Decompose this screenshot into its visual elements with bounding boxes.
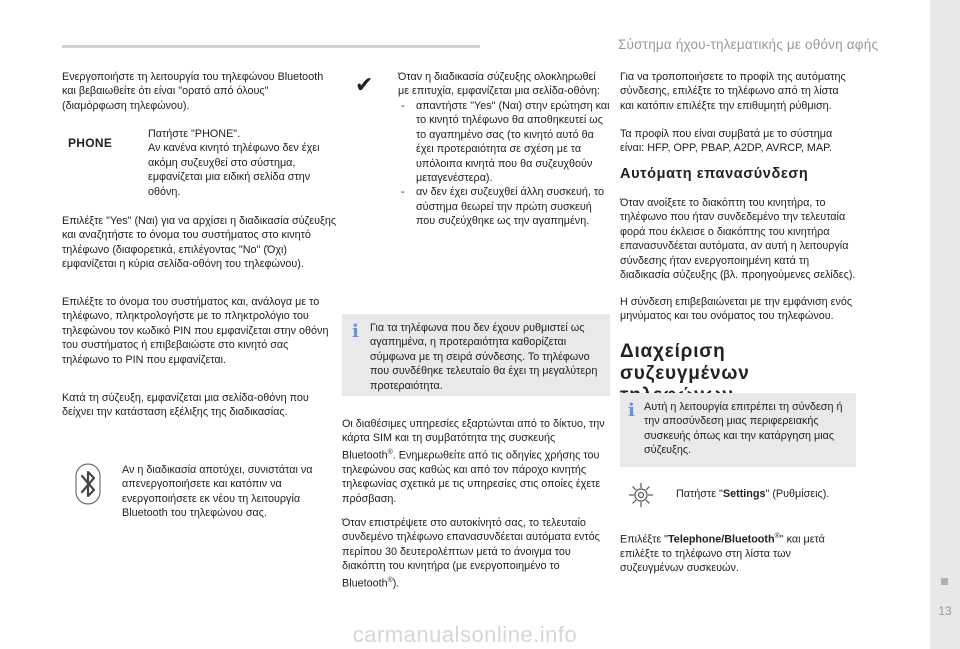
watermark: carmanualsonline.info [352, 621, 578, 647]
settings-pre: Πατήστε " [676, 488, 723, 500]
chapter-marker [941, 578, 948, 585]
col1-progress-note: Κατά τη σύζευξη, εμφανίζεται μια σελίδα-οθόνη που δείχνει την κατάσταση εξέλιξης της διαδικασίας. [62, 392, 309, 419]
col2-info-text: Για τα τηλέφωνα που δεν έχουν ρυθμιστεί ως αγαπημένα, η προτεραιότητα καθορίζεται σύμφωνα με τη σειρά σύνδεσης. Το τηλέφωνο που συνδέθηκε τελευταίο θα έχει τη μεγαλύτερη προτεραιότητα. [370, 322, 598, 392]
phone-button-label: PHONE [68, 136, 113, 150]
col2-services-note [342, 417, 612, 506]
col2-reconnect-note [342, 516, 612, 591]
col3-info-text: Αυτή η λειτουργία επιτρέπει τη σύνδεση ή την αποσύνδεση μιας περιφερειακής συσκευής όπως και την κατάργηση μιας σύζευξης. [644, 401, 843, 457]
list-item: - απαντήστε "Yes" (Ναι) στην ερώτηση και το κινητό τηλέφωνο θα αποθηκευτεί ως το αγαπημένο σας (το κινητό αυτό θα έχει προτεραιότητα σε σχέση με τα υπόλοιπα κινητά που θα συζευχθούν μεταγενέστερα). [398, 99, 610, 185]
col1-pin-instructions: Επιλέξτε το όνομα του συστήματος και, ανάλογα με το τηλέφωνο, πληκτρολογήστε με το πληκτρολόγιο του τηλεφώνου τον κωδικό PIN που εμφανίζεται στην οθόνη του συστήματος ή επιβεβαιώστε στο κινητό σας τηλέφωνο το PIN που εμφανίζεται. [62, 296, 329, 366]
col1-phone-note: Αν κανένα κινητό τηλέφωνο δεν έχει ακόμη συζευχθεί στο σύστημα, εμφανίζεται μια ειδική σελίδα στην οθόνη. [148, 142, 320, 198]
heading-manage-paired: Διαχείριση συζευγμένων [620, 341, 750, 384]
select-post: " και μετά επιλέξτε το τηλέφωνο στη λίστα των συζευγμένων συσκευών. [620, 533, 825, 575]
col3-auto-reconnect-text: Όταν ανοίξετε το διακόπτη του κινητήρα, το τηλέφωνο που ήταν συνδεδεμένο την τελευταία φορά που έκλεισε ο διακόπτης του κινητήρα επανασυνδέεται αυτόματα, αν αυτή η λειτουργία σύνδεσης ήταν ενεργοποιημένη κατά τη διαδικασία σύζευξης (βλ. προηγούμενες σελίδες). [620, 197, 856, 282]
info-icon: i [628, 400, 635, 421]
section-title: Σύστημα ήχου-τηλεματικής με οθόνη αφής [618, 37, 879, 52]
col3-info-box [620, 393, 856, 467]
col3-confirmation-text: Η σύνδεση επιβεβαιώνεται με την εμφάνιση ενός μηνύματος και του ονόματος του τηλεφώνου. [620, 296, 853, 323]
col3-select-phone [620, 530, 856, 576]
page-side-strip [930, 0, 960, 649]
col1-intro: Ενεργοποιήστε τη λειτουργία του τηλεφώνου Bluetooth και βεβαιωθείτε ότι είναι "ορατό από όλους" (διαμόρφωση τηλεφώνου). [62, 71, 324, 112]
settings-label: Settings [722, 488, 766, 500]
bluetooth-icon [72, 462, 104, 506]
info-icon: i [352, 321, 359, 342]
col1-phone-instructions [148, 127, 334, 199]
select-pre: Επιλέξτε " [620, 533, 669, 546]
registered-mark: ® [387, 576, 393, 584]
col2-success-list [398, 99, 610, 229]
col2-services-a: Οι διαθέσιμες υπηρεσίες εξαρτώνται από το δίκτυο, την κάρτα SIM και τη συμβατότητα της συσκευής Bluetooth [342, 418, 605, 462]
registered-mark: ® [387, 448, 393, 456]
col1-phone-step: Πατήστε "PHONE". [148, 128, 241, 140]
col2-services-b: . Ενημερωθείτε από τις οδηγίες χρήσης του τηλεφώνου σας καθώς και από τον πάροχο κινητής τηλεφωνίας σχετικά με τις υπηρεσίες στις οποίες έχετε πρόσβαση. [342, 449, 601, 505]
checkmark-icon: ✔ [355, 72, 374, 97]
header-rule [62, 45, 480, 48]
col1-yes-instructions: Επιλέξτε "Yes" (Ναι) για να αρχίσει η διαδικασία σύζευξης και αναζητήστε το όνομα του συστήματος στο κινητό τηλέφωνο (διαφορετικά, επιλέγοντας "No" (Όχι) εμφανίζεται η κύρια σελίδα-οθόνη του τηλεφώνου). [62, 215, 337, 271]
page-number: 13 [938, 604, 952, 618]
col3-profile-note: Για να τροποποιήσετε το προφίλ της αυτόματης σύνδεσης, επιλέξτε το τηλέφωνο από τη λίστα και κατόπιν επιλέξτε την επιθυμητή ρύθμιση. [620, 71, 846, 112]
col3-profiles: Τα προφίλ που είναι συμβατά με το σύστημα είναι: HFP, OPP, PBAP, A2DP, AVRCP, MAP. [620, 128, 833, 155]
col1-failure-note: Αν η διαδικασία αποτύχει, συνιστάται να απενεργοποιήσετε και κατόπιν να ενεργοποιήσετε εκ νέου τη λειτουργία Bluetooth του τηλεφώνου σας. [122, 464, 313, 520]
registered-mark: ® [774, 533, 780, 540]
settings-gear-icon [624, 478, 658, 512]
col3-settings-step [676, 487, 856, 501]
list-item: - αν δεν έχει συζευχθεί άλλη συσκευή, το σύστημα θεωρεί την πρώτη συσκευή που συζεύχθηκε ως την αγαπημένη. [398, 185, 610, 228]
col2-success-intro: Όταν η διαδικασία σύζευξης ολοκληρωθεί με επιτυχία, εμφανίζεται μια σελίδα-οθόνη: [398, 71, 600, 98]
col2-reconnect-b: ). [392, 577, 400, 590]
settings-post: " (Ρυθμίσεις). [765, 488, 830, 500]
telephone-bluetooth-label: Telephone/Bluetooth [668, 533, 775, 546]
heading-auto-reconnect: Αυτόματη επανασύνδεση [620, 166, 809, 182]
col2-reconnect-a: Όταν επιστρέψετε στο αυτοκίνητό σας, το τελευταίο συνδεμένο τηλέφωνο επανασυνδέεται αυτόματα εντός περίπου 30 δευτερολέπτων μετά το άνοιγμα του διακόπτη του κινητήρα (με ενεργοποιημένο το Bluetooth [342, 517, 600, 590]
col2-info-box [342, 314, 610, 396]
